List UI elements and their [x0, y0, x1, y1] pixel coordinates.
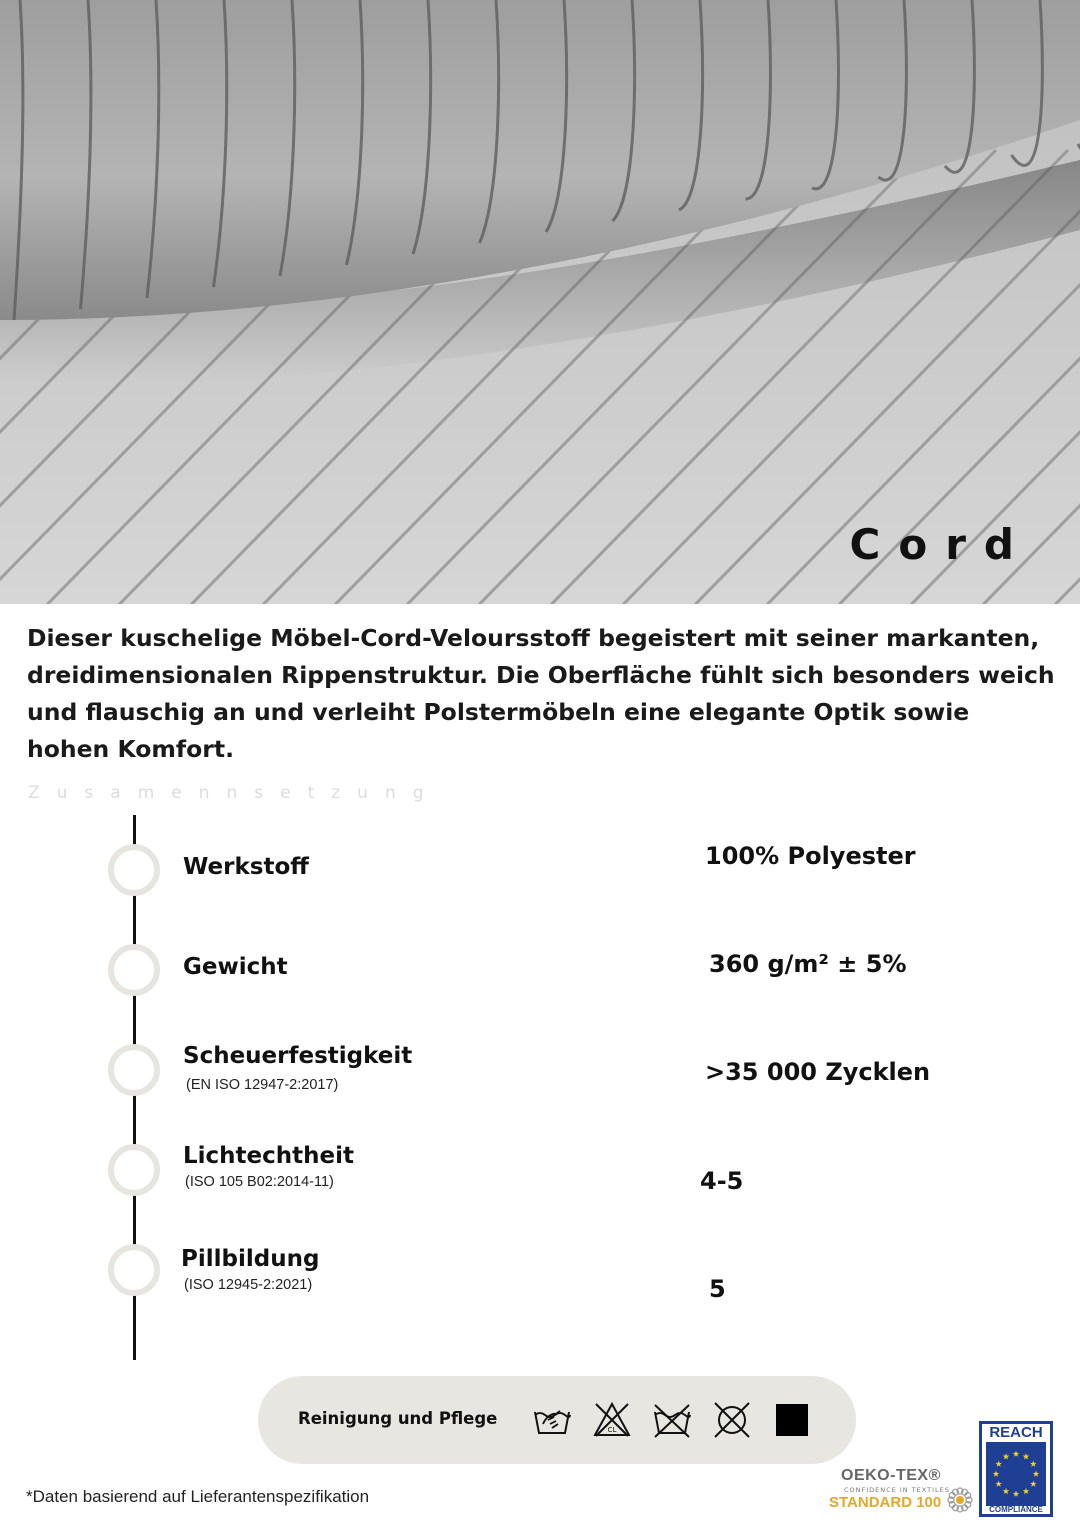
fabric-hero-image — [0, 0, 1080, 604]
timeline-dot — [108, 1244, 160, 1296]
oekotex-logo-text: OEKO-TEX® — [841, 1467, 941, 1484]
eu-stars-icon — [986, 1442, 1046, 1506]
timeline-dot — [108, 1144, 160, 1196]
care-label: Reinigung und Pflege — [298, 1409, 498, 1428]
fabric-title: Cord — [849, 520, 1032, 569]
spec-value: 5 — [709, 1275, 726, 1303]
svg-text:CL: CL — [607, 1426, 617, 1434]
care-instructions-pill — [258, 1376, 856, 1464]
spec-value: 360 g/m² ± 5% — [709, 950, 907, 978]
spec-row-abrasion — [0, 1040, 1080, 1140]
fabric-description: Dieser kuschelige Möbel-Cord-Veloursstoff begeistert mit seiner markanten, dreidimensionalen Rippenstruktur. Die Oberfläche fühlt sich besonders weich und flauschig an und verleiht Polstermöbeln eine elegante Optik sowie hohen Komfort. — [27, 624, 1055, 763]
oekotex-badge — [826, 1464, 976, 1520]
spec-label: Scheuerfestigkeit — [183, 1043, 413, 1069]
oekotex-tagline: CONFIDENCE IN TEXTILES — [844, 1486, 950, 1494]
timeline-dot — [108, 1044, 160, 1096]
timeline-dot — [108, 844, 160, 896]
timeline-dot — [108, 944, 160, 996]
reach-compliance-text: COMPLIANCE — [989, 1505, 1043, 1514]
reach-title: REACH — [989, 1424, 1043, 1441]
spec-row-pilling — [0, 1240, 1080, 1340]
spec-standard-note: (ISO 12945-2:2021) — [184, 1277, 313, 1293]
footnote: *Daten basierend auf Lieferantenspezifikation — [26, 1487, 370, 1506]
corduroy-texture-illustration — [0, 0, 1080, 604]
spec-value: 100% Polyester — [705, 842, 916, 870]
spec-standard-note: (ISO 105 B02:2014-11) — [185, 1174, 334, 1190]
reach-compliance-badge — [979, 1421, 1053, 1517]
no-dry-clean-icon — [712, 1400, 752, 1440]
spec-label: Lichtechtheit — [183, 1143, 354, 1169]
spec-label: Werkstoff — [183, 854, 309, 880]
spec-label: Pillbildung — [181, 1246, 320, 1272]
hand-wash-icon — [532, 1400, 572, 1440]
spec-value: >35 000 Zycklen — [705, 1058, 931, 1086]
spec-row-lightfastness — [0, 1140, 1080, 1240]
spec-value: 4-5 — [700, 1167, 744, 1195]
oekotex-standard: STANDARD 100 — [829, 1494, 942, 1511]
spec-standard-note: (EN ISO 12947-2:2017) — [186, 1077, 339, 1093]
spec-row-material — [0, 840, 1080, 940]
spec-row-weight — [0, 940, 1080, 1040]
spec-label: Gewicht — [183, 954, 288, 980]
no-tumble-dry-icon — [652, 1400, 692, 1440]
no-chlorine-bleach-icon — [592, 1400, 632, 1440]
no-iron-icon — [772, 1400, 812, 1440]
oekotex-flower-icon — [946, 1486, 974, 1514]
composition-section-label: Zusamennsetzung — [28, 783, 441, 803]
